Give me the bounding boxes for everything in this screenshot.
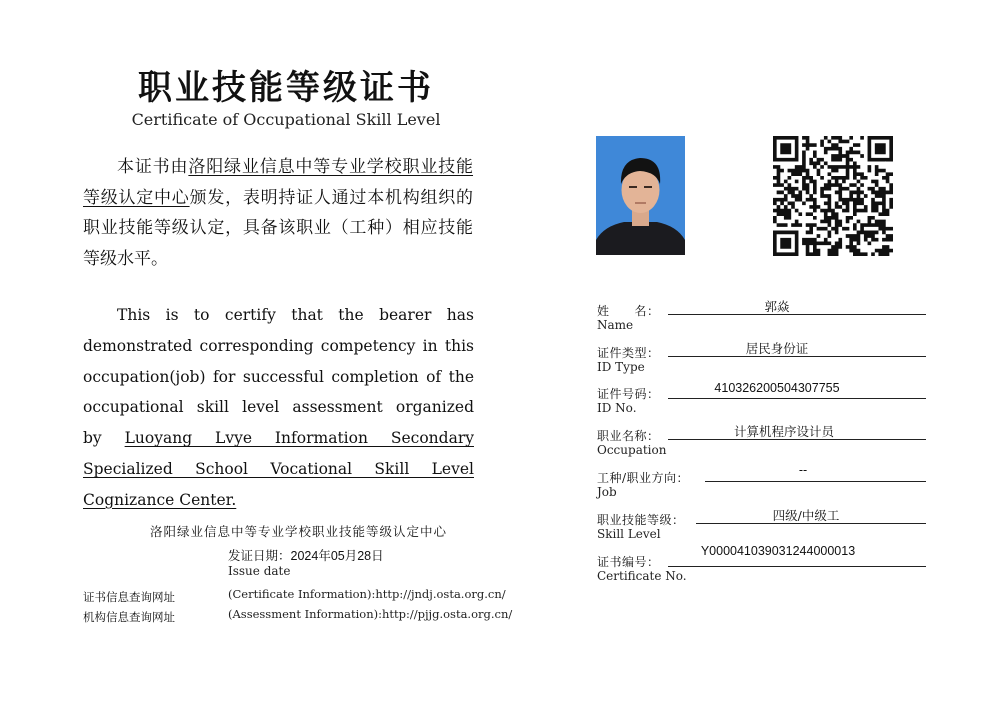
field-cert-no-value: Y000041039031244000013 [700, 544, 856, 558]
field-id-type-label-en: ID Type [597, 360, 645, 374]
statement-en-org: Luoyang Lvye Information Secondary Specialized School Vocational Skill Level Cognizance Center. [83, 429, 474, 509]
field-name-label-en: Name [597, 318, 634, 332]
statement-cn-org: 洛阳绿业信息中等专业学校职业技能等级认定中心 [83, 157, 474, 208]
field-name-label: 姓 名： [597, 304, 660, 318]
field-cert-no-label: 证书编号： [597, 555, 660, 569]
holder-photo [596, 136, 685, 255]
field-id-type-label: 证件类型： [597, 346, 660, 360]
statement-cn-suffix: 颁发，表明持证人通过本机构组织的职业技能等级认定，具备该职业（工种）相应技能等级水平。 [83, 187, 474, 269]
field-occupation-label-en: Occupation [597, 443, 667, 457]
issue-date-value: 2024年05月28日 [290, 549, 384, 563]
issuer-name: 洛阳绿业信息中等专业学校职业技能等级认定中心 [150, 524, 448, 539]
qr-code [773, 136, 893, 256]
qr-modules [773, 136, 893, 256]
statement-cn-prefix: 本证书由 [117, 157, 189, 177]
field-id-no-value: 410326200504307755 [714, 381, 840, 395]
org-query-url: (Assessment Information):http://pjjg.osta.org.cn/ [228, 607, 513, 621]
field-job-value: -- [798, 463, 808, 477]
statement-en-by-line [83, 423, 474, 515]
field-job-label: 工种/职业方向： [597, 471, 690, 485]
issue-date-label-en: Issue date [228, 564, 291, 578]
certificate-title-en: Certificate of Occupational Skill Level [131, 110, 441, 129]
field-id-type-value: 居民身份证 [745, 341, 809, 356]
org-query-label: 机构信息查询网址 [83, 610, 175, 624]
field-occupation-value: 计算机程序设计员 [733, 424, 834, 439]
field-occupation-label: 职业名称： [597, 429, 660, 443]
field-cert-no-label-en: Certificate No. [597, 569, 687, 583]
field-job-label-en: Job [597, 485, 617, 499]
person-silhouette-icon [596, 136, 685, 255]
cert-query-label: 证书信息查询网址 [83, 590, 175, 604]
statement-cn [83, 152, 473, 274]
field-skill-level-value: 四级/中级工 [772, 508, 840, 523]
field-skill-level-label: 职业技能等级： [597, 513, 685, 527]
field-job-line [705, 481, 926, 482]
field-id-no-line [668, 398, 926, 399]
field-id-no-label-en: ID No. [597, 401, 637, 415]
issue-date-label: 发证日期： [228, 548, 291, 563]
field-name-value: 郭焱 [764, 299, 790, 314]
field-cert-no-line [668, 566, 926, 567]
qr-code-icon [773, 136, 893, 256]
cert-query-url: (Certificate Information):http://jndj.osta.org.cn/ [228, 587, 506, 601]
statement-en-by: by [83, 429, 102, 448]
statement-en [83, 300, 474, 516]
certificate-title-cn: 职业技能等级证书 [138, 68, 434, 108]
issue-date [228, 546, 384, 564]
field-skill-level-label-en: Skill Level [597, 527, 661, 541]
field-id-no-label: 证件号码： [597, 387, 660, 401]
statement-en-text: This is to certify that the bearer has demonstrated corresponding competency in this occupation(job) for successful completion of the occupational skill level assessment organized [83, 306, 474, 417]
